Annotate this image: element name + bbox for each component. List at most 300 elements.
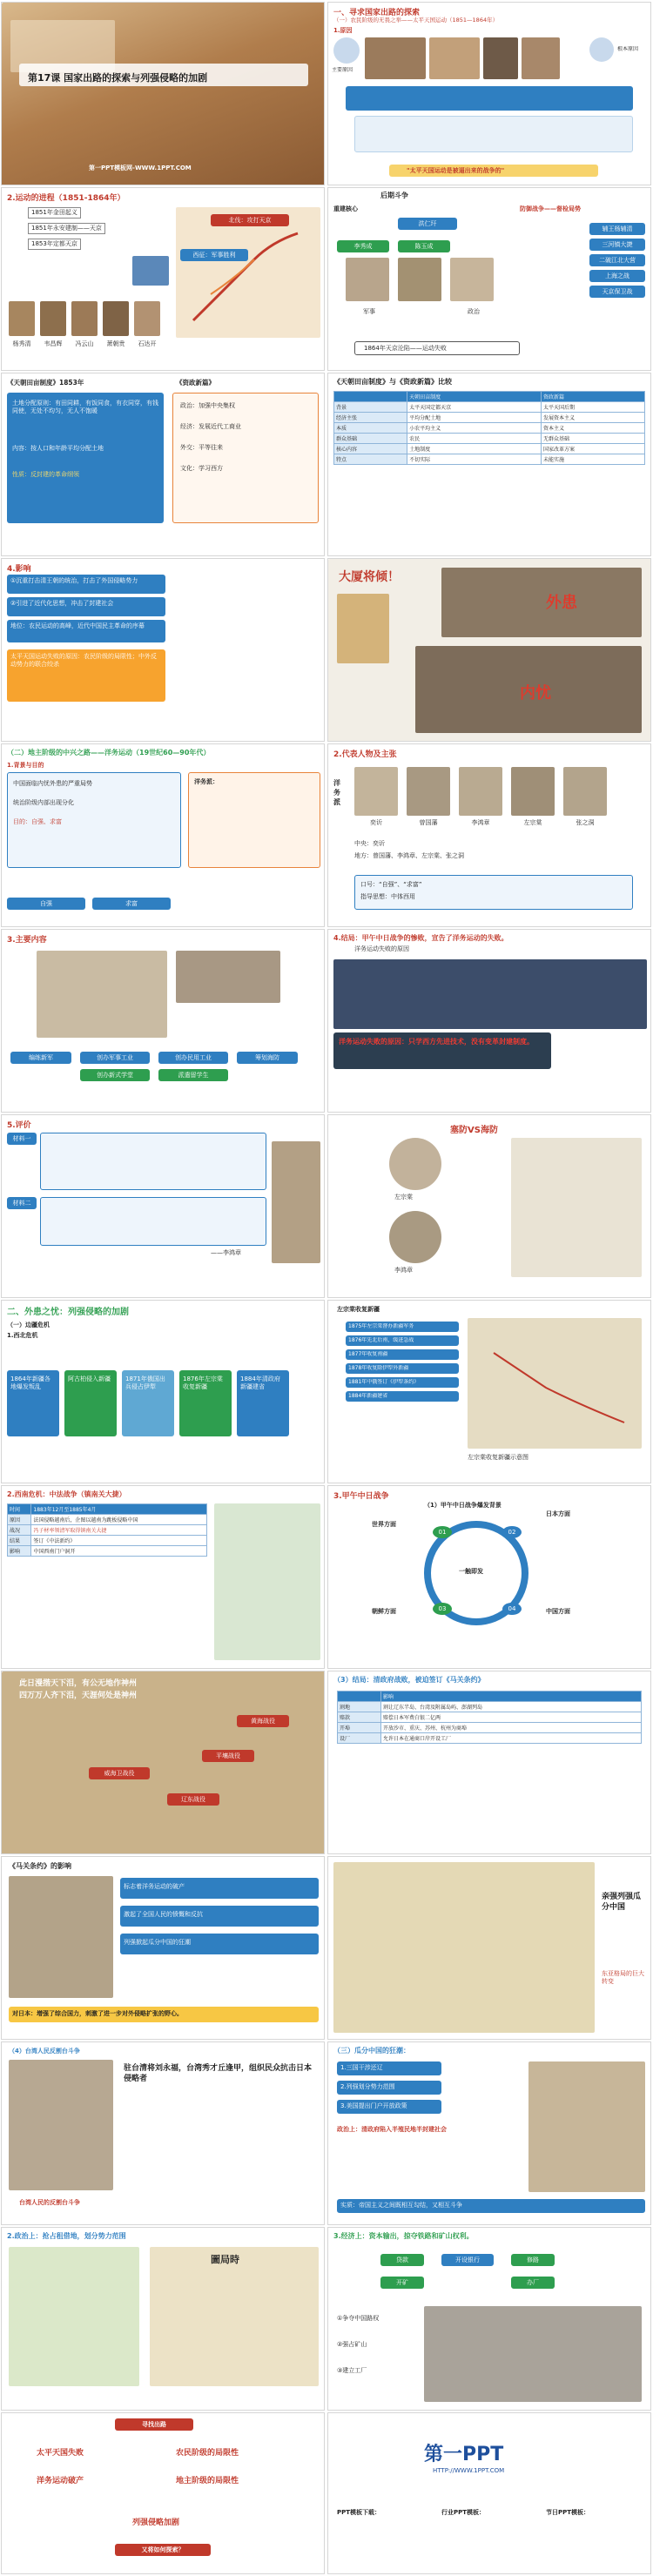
route-map-svg	[176, 207, 320, 338]
content-3: 创办民用工业	[158, 1052, 228, 1064]
heading: 3.经济上：资本输出，掠夺铁路和矿山权利。	[333, 2232, 474, 2240]
heading: 一、寻求国家出路的探索	[333, 9, 421, 17]
group-label: 洋务派	[333, 779, 340, 806]
material-box-2	[40, 1197, 266, 1246]
table-row	[338, 1712, 642, 1723]
process-item-1: 1851年金田起义	[28, 207, 81, 219]
step-box-1	[7, 1370, 59, 1436]
portrait-1	[354, 767, 398, 816]
row-1: 1875年左宗棠督办新疆军务	[348, 1323, 414, 1329]
portrait-c	[450, 258, 494, 301]
cell: 影响	[8, 1546, 31, 1557]
cell: 无群众基础	[541, 434, 644, 444]
table-row	[334, 434, 645, 444]
bottom-text: 对日本：增强了综合国力，刺激了进一步对外侵略扩张的野心。	[12, 2010, 183, 2017]
brand-url: HTTP://WWW.1PPT.COM	[433, 2467, 505, 2474]
content-2: 创办军事工业	[80, 1052, 150, 1064]
cell: 太平天国后期	[541, 402, 644, 413]
footer-text: 第一PPT模板网-WWW.1PPT.COM	[89, 165, 192, 172]
slide-summary	[1, 2412, 325, 2574]
icon-loan: 贷款	[380, 2254, 424, 2266]
bottom-box	[9, 2007, 319, 2022]
item-box-3	[337, 2100, 441, 2114]
slogan-text: "太平天国运动是被逼出来的战争的"	[407, 167, 505, 174]
brand-logo: 第一PPT	[424, 2444, 504, 2465]
slide-treaty	[327, 1671, 651, 1854]
heading: （4）台湾人民反割台斗争	[9, 2048, 80, 2055]
sub2: 1.西北危机	[7, 1332, 38, 1339]
heading: 2.代表人物及主张	[333, 750, 397, 759]
row-2: 1876年先北后南，缓进急战	[348, 1337, 414, 1343]
row-box-6	[346, 1391, 459, 1402]
impact-box-3	[120, 1934, 319, 1954]
end-box	[354, 341, 520, 355]
step-3: 1871年俄国出兵侵占伊犁	[125, 1375, 165, 1391]
icon-bank: 开设银行	[441, 2254, 494, 2266]
step-1: 1864年新疆各地爆发叛乱	[10, 1375, 50, 1391]
heading: 5.评价	[7, 1121, 31, 1130]
root-icon	[589, 37, 614, 62]
portrait-name-1: 杨秀清	[12, 340, 31, 347]
cell: 经济主张	[334, 413, 407, 423]
slide-late-struggle	[327, 187, 651, 371]
slide-title	[1, 2, 325, 185]
portrait-2	[407, 767, 450, 816]
econ-1: ①争夺中国路权	[337, 2315, 380, 2322]
process-item-3: 1853年定都天京	[28, 239, 81, 250]
politics-label: 政治	[468, 308, 480, 315]
slide-treaty-impact	[1, 1856, 325, 2040]
cell: 原因	[8, 1515, 31, 1525]
table-header	[338, 1692, 642, 1702]
impact-box-2	[7, 597, 165, 616]
center-label: 一触即发	[459, 1568, 483, 1575]
slide-result	[327, 929, 651, 1113]
slide-sino-french	[1, 1485, 325, 1669]
portrait-1	[9, 301, 35, 336]
late-label: 后期斗争	[380, 192, 408, 199]
portrait-a	[346, 258, 389, 301]
cell: 群众基础	[334, 434, 407, 444]
col-3: 节日PPT模板：	[546, 2509, 590, 2516]
step-2: 阿古柏侵入新疆	[68, 1375, 111, 1382]
sub: 洋务运动失败的原因	[354, 945, 409, 952]
title: 《马关条约》的影响	[9, 1862, 71, 1870]
battle-map	[214, 1503, 320, 1660]
slide-economy	[327, 2227, 651, 2411]
impact-2: ②引进了近代化思想，冲击了封建社会	[10, 600, 114, 607]
heading: 2.运动的进程（1851-1864年）	[7, 194, 125, 203]
bottom-box	[337, 2199, 645, 2213]
heading: 2.政治上：抢占租借地，划分势力范围	[7, 2232, 126, 2240]
name-2: 曾国藩	[419, 819, 438, 826]
cell: 本质	[334, 423, 407, 434]
china-label: 中国方面	[546, 1608, 570, 1615]
item-2: 2.列强划分势力范围	[340, 2083, 395, 2090]
row-5: 1881年中俄签订《伊犁条约》	[348, 1379, 420, 1385]
portrait-name-5: 石达开	[138, 340, 157, 347]
step-box-2	[64, 1370, 117, 1436]
slide-collapse	[327, 558, 651, 742]
impact-1: ①沉重打击清王朝的统治，打击了外国侵略势力	[10, 577, 138, 584]
goal-1: 自强	[7, 898, 85, 910]
step-4: 1876年左宗棠收复新疆	[183, 1375, 223, 1391]
portrait-5	[134, 301, 160, 336]
right-line-4: 文化：学习西方	[180, 465, 223, 472]
label-4: 辽东战役	[167, 1793, 219, 1806]
photo-1	[365, 37, 426, 79]
heading: 3.甲午中日战争	[333, 1492, 389, 1501]
th: 影响	[381, 1692, 642, 1702]
table-row	[338, 1702, 642, 1712]
cartoon	[528, 2061, 645, 2192]
cell: 允许日本在通商口岸开设工厂	[381, 1733, 642, 1744]
heading: 二、外患之忧：列强侵略的加剧	[7, 1308, 129, 1317]
impact-box-1	[7, 575, 165, 594]
econ-2: ②强占矿山	[337, 2341, 367, 2348]
defense-label: 防御战争——督检局势	[520, 205, 581, 212]
cause-detail-box	[354, 116, 633, 152]
right-title: 《资政新篇》	[176, 379, 215, 387]
title: 塞防VS海防	[450, 1126, 498, 1135]
caption-2: 四万万人齐下泪，天涯何处是神州	[19, 1692, 138, 1700]
num-3: 03	[433, 1603, 452, 1615]
cell: 不切实际	[407, 454, 542, 465]
war-table	[7, 1503, 207, 1557]
col-1: PPT模板下载：	[337, 2509, 381, 2516]
label-zuo: 左宗棠	[394, 1194, 413, 1201]
heading: 4.结局：甲午中日战争的惨败，宣告了洋务运动的失败。	[333, 934, 508, 942]
sphere-map	[9, 2247, 139, 2386]
world-label: 世界方面	[372, 1521, 396, 1528]
slogan-box	[389, 165, 598, 177]
map-route	[468, 1318, 642, 1449]
event-2: 三河镇大捷	[589, 239, 645, 251]
impact-box-3	[7, 620, 165, 642]
th-0	[334, 392, 407, 402]
war-image	[333, 959, 647, 1029]
slide-evaluation	[1, 1114, 325, 1298]
march-route	[494, 1353, 624, 1423]
rebuild-label: 重建核心	[333, 205, 358, 212]
slide-partition-map	[327, 1856, 651, 2040]
content-6: 派遣留学生	[158, 1069, 228, 1081]
heading: （3）结局：清政府战败，被迫签订《马关条约》	[333, 1676, 485, 1684]
table-row	[334, 413, 645, 423]
cause-label: 1.原因	[333, 27, 353, 34]
portrait-b	[398, 258, 441, 301]
label-2: 威海卫战役	[89, 1767, 150, 1779]
material-2: 材料二	[7, 1197, 37, 1209]
sub: （一）边疆危机	[7, 1322, 50, 1328]
impact-1: 标志着洋务运动的破产	[124, 1883, 185, 1890]
goal-2: 求富	[92, 898, 171, 910]
slide-xinjiang	[327, 1300, 651, 1483]
cell: 割让辽东半岛、台湾及附属岛屿、澎湖列岛	[381, 1702, 642, 1712]
cell: 发展资本主义	[541, 413, 644, 423]
cell: 中国西南门户洞开	[31, 1546, 207, 1557]
step-box-4	[179, 1370, 232, 1436]
red-box	[333, 1032, 551, 1069]
route-line-west	[211, 259, 254, 294]
event-5: 天京保卫战	[589, 286, 645, 298]
th: 时间	[8, 1504, 31, 1515]
caption: 左宗棠收复新疆示意图	[468, 1454, 528, 1461]
event-3: 二破江北大营	[589, 254, 645, 266]
left-2: 洋务运动破产	[37, 2477, 84, 2485]
step-box-3	[122, 1370, 174, 1436]
photo-3	[483, 37, 518, 79]
row-box-4	[346, 1363, 459, 1374]
right-box	[172, 393, 319, 523]
bottom-text: 实质：帝国主义之间既相互勾结，又相互斗争	[340, 2202, 462, 2209]
cell: 国家改革方案	[541, 444, 644, 454]
left-1: 太平天国失败	[37, 2449, 84, 2458]
seal-image	[132, 256, 169, 286]
process-item-2: 1851年永安建制——天京	[28, 223, 105, 234]
portrait-4	[103, 301, 129, 336]
cell: 赔款	[338, 1712, 381, 1723]
content-4: 筹划海防	[237, 1052, 298, 1064]
th: 1883年12月至1885年4月	[31, 1504, 207, 1515]
cell: 设厂	[338, 1733, 381, 1744]
box-title: 洋务派：	[194, 778, 219, 785]
item-1: 1.三国干涉还辽	[340, 2064, 383, 2071]
leader-1: 洪仁玕	[398, 218, 457, 230]
subtitle-inner: 内忧	[520, 684, 551, 703]
cell: 割地	[338, 1702, 381, 1712]
event-1: 辅王杨辅清	[589, 223, 645, 235]
section: 1.背景与目的	[7, 762, 44, 769]
right-box	[188, 772, 320, 868]
th-2: 资政新篇	[541, 392, 644, 402]
portrait-name-4: 萧朝贵	[106, 340, 125, 347]
map-label-north: 北伐：攻打天京	[211, 214, 289, 226]
right-1: 农民阶级的局限性	[176, 2449, 239, 2458]
row-6: 1884年新疆建省	[348, 1393, 388, 1399]
cell: 开放沙市、重庆、苏州、杭州为商埠	[381, 1723, 642, 1733]
name-5: 张之洞	[576, 819, 595, 826]
portrait-4	[511, 767, 555, 816]
title: 左宗棠收复新疆	[337, 1306, 380, 1313]
cell: 开埠	[338, 1723, 381, 1733]
heading: 2.西南危机：中法战争（镇南关大捷）	[7, 1490, 126, 1498]
table-row	[338, 1723, 642, 1733]
table-row	[334, 423, 645, 434]
slide-title-text: 第17课 国家出路的探索与列强侵略的加剧	[28, 72, 208, 84]
bottom-2: 又将如何探索？	[115, 2544, 211, 2556]
leader-2: 李秀成	[337, 240, 389, 252]
bg-line-1: 中国面临内忧外患的严重局势	[13, 780, 92, 787]
step-5: 1884年清政府新疆建省	[240, 1375, 280, 1391]
cell: 土地制度	[407, 444, 542, 454]
material-box-1	[40, 1133, 266, 1190]
bg-line-3: 目的：自强、求富	[13, 818, 62, 825]
footer-line-1: 口号：“自强”、“求富”	[360, 881, 422, 888]
red-text: 政治上：清政府陷入半殖民地半封建社会	[337, 2126, 447, 2133]
cell: 结果	[8, 1536, 31, 1546]
slide-jiawu	[327, 1485, 651, 1669]
note: 东亚格局的巨大转变	[602, 1970, 644, 1986]
portrait-li	[389, 1211, 441, 1263]
bottom-1: 列强侵略加剧	[132, 2519, 180, 2527]
claim-1: 中央：奕䜣	[354, 840, 385, 847]
cell: 战况	[8, 1525, 31, 1536]
portrait-zuo	[389, 1138, 441, 1190]
left-title: 《天朝田亩制度》1853年	[7, 379, 84, 387]
xinjiang-map	[468, 1318, 642, 1449]
subtitle-outer: 外患	[546, 594, 577, 612]
treaty-table	[337, 1691, 642, 1744]
map-label-west: 西征：军事胜利	[180, 249, 248, 261]
icon-mine: 开矿	[380, 2277, 424, 2289]
japan-label: 日本方面	[546, 1510, 570, 1517]
footer: 台湾人民的反割台斗争	[19, 2199, 80, 2206]
left-box	[7, 393, 164, 523]
cell: 特点	[334, 454, 407, 465]
impact-2: 激起了全国人民的愤慨和反抗	[124, 1911, 203, 1918]
summary-title: 寻找出路	[115, 2418, 193, 2431]
red-text: 洋务运动失败的原因：只学西方先进技术，没有变革封建制度。	[339, 1038, 534, 1046]
slide-compare-table	[327, 373, 651, 556]
slide-westernization-bg	[1, 743, 325, 927]
cell: 太平天国定都天京	[407, 402, 542, 413]
slide-taiping-process	[1, 187, 325, 371]
resistance-text: 驻台清将刘永福，台湾秀才丘逢甲，组织民众抗击日本侵略者	[124, 2064, 313, 2084]
slide-spheres	[1, 2227, 325, 2411]
table-row	[8, 1536, 207, 1546]
label-li: 李鸿章	[394, 1267, 413, 1274]
portrait-name-3: 冯云山	[75, 340, 94, 347]
name-4: 左宗棠	[523, 819, 542, 826]
th-empty	[338, 1692, 381, 1702]
cell: 签订《中法新约》	[31, 1536, 207, 1546]
footer-box	[354, 875, 633, 910]
footer-line-2: 指导思想：中体西用	[360, 893, 415, 900]
table-row	[334, 402, 645, 413]
military-label: 军事	[363, 308, 375, 315]
item-box-2	[337, 2081, 441, 2095]
impact-3: 列强掀起瓜分中国的狂潮	[124, 1939, 191, 1946]
quote-author: ——李鸿章	[211, 1249, 241, 1256]
portrait	[272, 1141, 320, 1263]
label-1: 黄海战役	[237, 1715, 289, 1727]
cell: 赔偿日本军费白银二亿两	[381, 1712, 642, 1723]
table-header	[8, 1504, 207, 1515]
cell: 背景	[334, 402, 407, 413]
icon-road: 修路	[511, 2254, 555, 2266]
battle-image-1	[441, 568, 642, 637]
slide-taiwan	[1, 2041, 325, 2225]
left-line-3: 性质：反封建的革命纲领	[12, 471, 79, 478]
cause-icon	[333, 37, 360, 64]
claim-2: 地方：曾国藩、李鸿章、左宗棠、张之洞	[354, 852, 464, 859]
cell: 冯子材率领清军取得镇南关大捷	[31, 1525, 207, 1536]
main-cause-label: 主要原因	[332, 67, 353, 73]
route-map	[176, 207, 320, 338]
cell: 农民	[407, 434, 542, 444]
bg-box	[7, 772, 181, 868]
cause-blue-box	[346, 86, 633, 111]
table-row	[8, 1546, 207, 1557]
name-1: 奕䜣	[370, 819, 382, 826]
root-cause-label: 根本原因	[617, 46, 639, 52]
korea-label: 朝鲜方面	[372, 1608, 396, 1615]
emperor-portrait	[337, 594, 389, 663]
icon-factory: 办厂	[511, 2277, 555, 2289]
slide-impact	[1, 558, 325, 742]
material-1: 材料一	[7, 1133, 37, 1145]
impact-box-2	[120, 1906, 319, 1927]
bg-line-2: 统治阶级内部出现分化	[13, 799, 74, 806]
row-4: 1878年收复除伊犁外新疆	[348, 1365, 409, 1371]
table-row	[338, 1733, 642, 1744]
name-3: 李鸿章	[471, 819, 490, 826]
cartoon-map	[150, 2247, 319, 2386]
slide-war-map	[1, 1671, 325, 1854]
num-1: 01	[433, 1526, 452, 1538]
slide-land-system	[1, 373, 325, 556]
ship-photo	[176, 951, 280, 1003]
slide-contents	[1, 929, 325, 1113]
slide-brand	[327, 2412, 651, 2574]
map-image	[511, 1138, 642, 1277]
content-5: 创办新式学堂	[80, 1069, 150, 1081]
row-box-5	[346, 1377, 459, 1388]
right-2: 地主阶级的局限性	[176, 2477, 239, 2485]
portrait-3	[459, 767, 502, 816]
left-line-2: 内容：按人口和年龄平均分配土地	[12, 445, 104, 452]
slide-scramble	[327, 2041, 651, 2225]
cell: 法国侵略越南后，企图以越南为跳板侵略中国	[31, 1515, 207, 1525]
slide-defense	[327, 1114, 651, 1298]
right-line-2: 经济：发展近代工商业	[180, 423, 241, 430]
row-box-3	[346, 1349, 459, 1360]
cell: 未能实施	[541, 454, 644, 465]
content-1: 编练新军	[10, 1052, 71, 1064]
row-box-2	[346, 1335, 459, 1346]
route-line	[193, 233, 298, 320]
num-2: 02	[502, 1526, 522, 1538]
circle-title: （1）甲午中日战争爆发背景	[424, 1502, 502, 1509]
left-line-1: 土地分配原则：有田同耕，有饭同食，有衣同穿，有钱同使，无处不均匀，无人不饱暖	[12, 400, 158, 415]
num-4: 04	[502, 1603, 522, 1615]
th-1: 天朝田亩制度	[407, 392, 542, 402]
big-title: 大厦将倾！	[339, 570, 400, 584]
factory-photo	[37, 951, 167, 1038]
heading: （二）地主阶级的中兴之路——洋务运动（19世纪60—90年代）	[7, 749, 211, 757]
table-row	[8, 1525, 207, 1536]
portrait-2	[40, 301, 66, 336]
resistance-image	[9, 2060, 113, 2190]
col-2: 行业PPT模板：	[441, 2509, 486, 2516]
map-title: 亲强列强瓜分中国	[602, 1893, 642, 1913]
slide-figures	[327, 743, 651, 927]
cell: 小农平均主义	[407, 423, 542, 434]
subheading: （一）农民阶级的无畏之举——太平天国运动（1851—1864年）	[333, 17, 499, 24]
right-line-1: 政治：加强中央集权	[180, 402, 235, 409]
portrait-5	[563, 767, 607, 816]
table-header	[334, 392, 645, 402]
row-3: 1877年收复南疆	[348, 1351, 388, 1357]
note-text: 太平天国运动失败的原因：农民阶级的局限性；中外反动势力的联合绞杀	[10, 653, 157, 669]
partition-map	[333, 1862, 595, 2033]
heading: 3.主要内容	[7, 936, 47, 945]
photo-4	[522, 37, 560, 79]
impact-3: 地位：农民运动的高峰，近代中国民主革命的序幕	[10, 622, 145, 629]
note-box	[7, 649, 165, 702]
event-4: 上海之战	[589, 270, 645, 282]
